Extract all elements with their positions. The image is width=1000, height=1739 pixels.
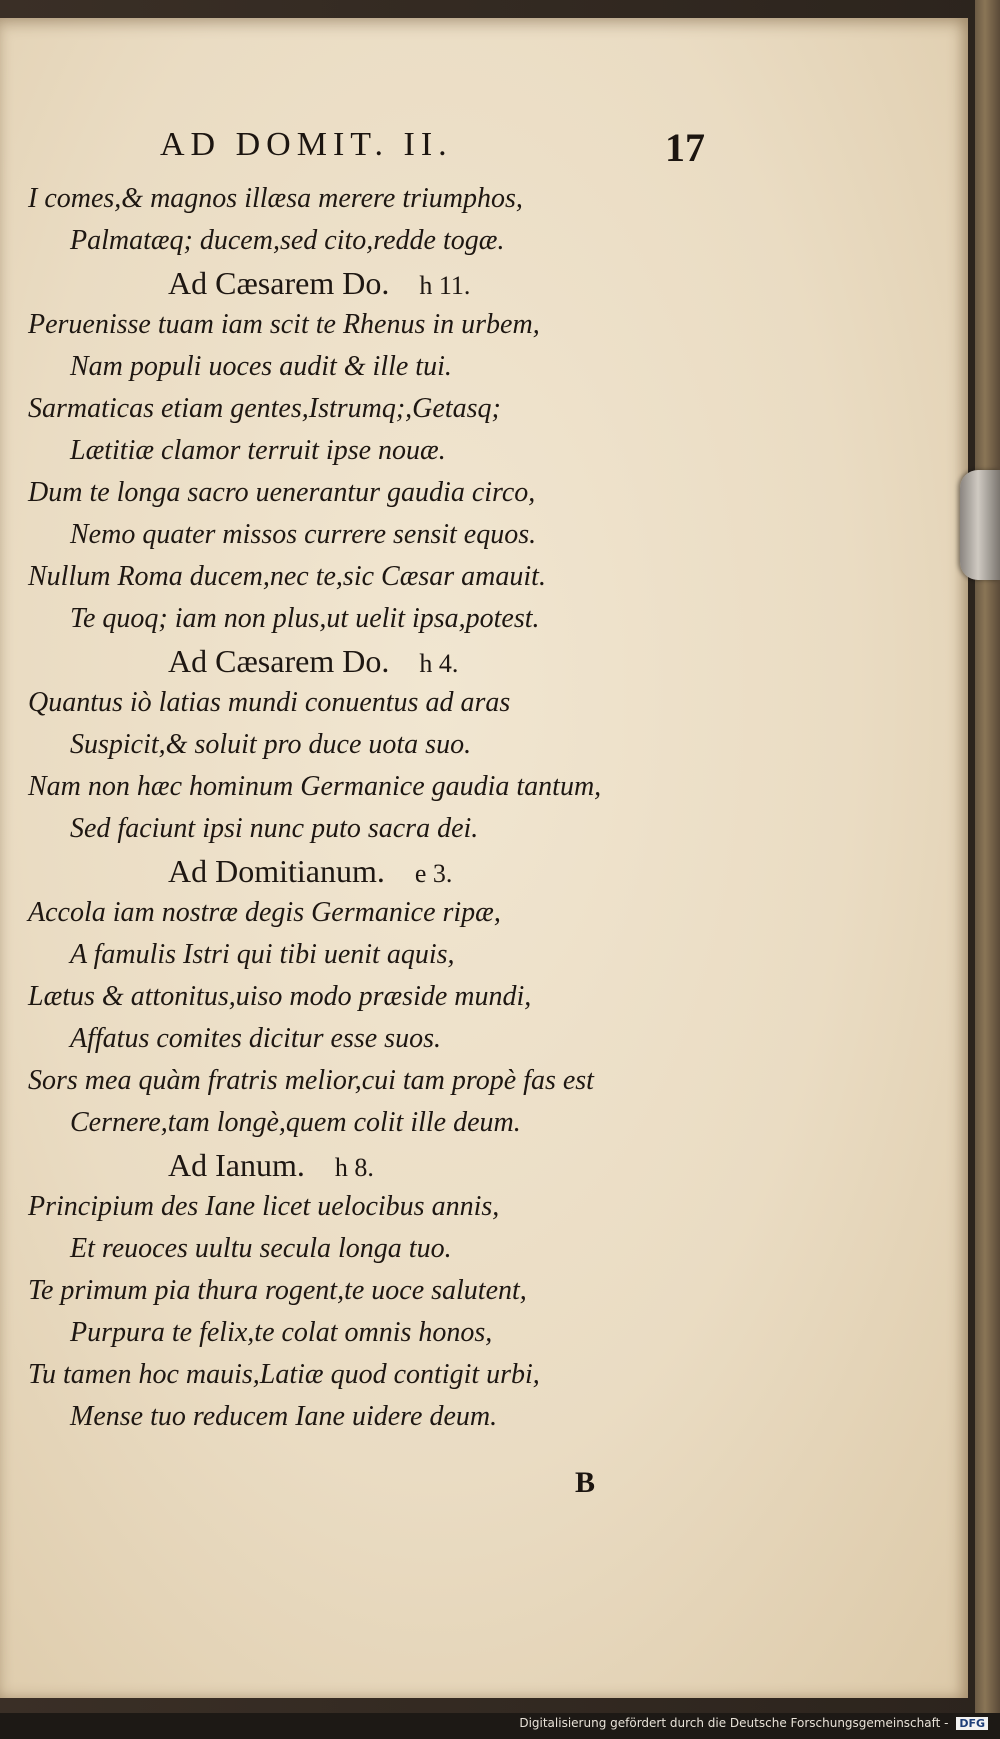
verse-line: Sarmaticas etiam gentes,Istrumq;,Getasq; xyxy=(28,393,501,424)
book-clasp xyxy=(960,470,1000,580)
heading-title: Ad Domitianum. xyxy=(168,853,385,889)
verse-line: Sed faciunt ipsi nunc puto sacra dei. xyxy=(70,813,479,844)
verse-line: Principium des Iane licet uelocibus annis, xyxy=(28,1191,500,1222)
verse-line: I comes,& magnos illæsa merere triumphos, xyxy=(28,183,523,214)
section-heading xyxy=(28,262,718,304)
heading-signature: h 8. xyxy=(334,1153,374,1182)
verse-line: Palmatæq; ducem,sed cito,redde togæ. xyxy=(70,225,505,256)
folio-number: 17 xyxy=(665,125,705,170)
verse-line: Nemo quater missos currere sensit equos. xyxy=(70,519,537,550)
heading-signature: h 4. xyxy=(419,649,459,678)
heading-signature: h 11. xyxy=(419,271,471,300)
heading-signature: e 3. xyxy=(414,859,453,888)
dfg-logo-icon: DFG xyxy=(956,1717,988,1730)
verse-line: Cernere,tam longè,quem colit ille deum. xyxy=(70,1107,521,1138)
running-head: AD DOMIT. II. xyxy=(160,126,453,163)
page-header xyxy=(90,126,730,172)
verse-line: Peruenisse tuam iam scit te Rhenus in urbem, xyxy=(28,309,540,340)
dfg-credit xyxy=(519,1716,988,1730)
verse-line: Mense tuo reducem Iane uidere deum. xyxy=(70,1401,498,1432)
verse-line: Nam non hæc hominum Germanice gaudia tantum, xyxy=(28,771,602,802)
verse-line: Purpura te felix,te colat omnis honos, xyxy=(70,1317,493,1348)
verse-line: Suspicit,& soluit pro duce uota suo. xyxy=(70,729,472,760)
heading-title: Ad Cæsarem Do. xyxy=(168,265,390,301)
verse-line: Et reuoces uultu secula longa tuo. xyxy=(70,1233,452,1264)
verse-line: Affatus comites dicitur esse suos. xyxy=(70,1023,441,1054)
dfg-credit-text: Digitalisierung gefördert durch die Deutsche Forschungsgemeinschaft - xyxy=(519,1716,949,1730)
verse-line: Lætitiæ clamor terruit ipse nouæ. xyxy=(70,435,446,466)
footer-bar xyxy=(0,1713,1000,1739)
verse-line: Lætus & attonitus,uiso modo præside mundi, xyxy=(28,981,532,1012)
verse-line: Te quoq; iam non plus,ut uelit ipsa,potest. xyxy=(70,603,540,634)
section-heading xyxy=(28,850,718,892)
heading-title: Ad Cæsarem Do. xyxy=(168,643,390,679)
section-heading xyxy=(28,640,718,682)
verse-line: Tu tamen hoc mauis,Latiæ quod contigit urbi, xyxy=(28,1359,540,1390)
poem-text xyxy=(28,178,718,1438)
signature-mark: B xyxy=(575,1466,596,1499)
book-page xyxy=(0,18,968,1698)
section-heading xyxy=(28,1144,718,1186)
heading-title: Ad Ianum. xyxy=(168,1147,305,1183)
verse-line: Accola iam nostræ degis Germanice ripæ, xyxy=(28,897,501,928)
verse-line: Sors mea quàm fratris melior,cui tam propè fas est xyxy=(28,1065,594,1096)
verse-line: Dum te longa sacro uenerantur gaudia circo, xyxy=(28,477,536,508)
verse-line: Te primum pia thura rogent,te uoce salutent, xyxy=(28,1275,527,1306)
book-page-edges xyxy=(975,0,1000,1739)
verse-line: Nullum Roma ducem,nec te,sic Cæsar amauit. xyxy=(28,561,546,592)
verse-line: Nam populi uoces audit & ille tui. xyxy=(70,351,452,382)
verse-line: A famulis Istri qui tibi uenit aquis, xyxy=(70,939,455,970)
verse-line: Quantus iò latias mundi conuentus ad aras xyxy=(28,687,511,718)
